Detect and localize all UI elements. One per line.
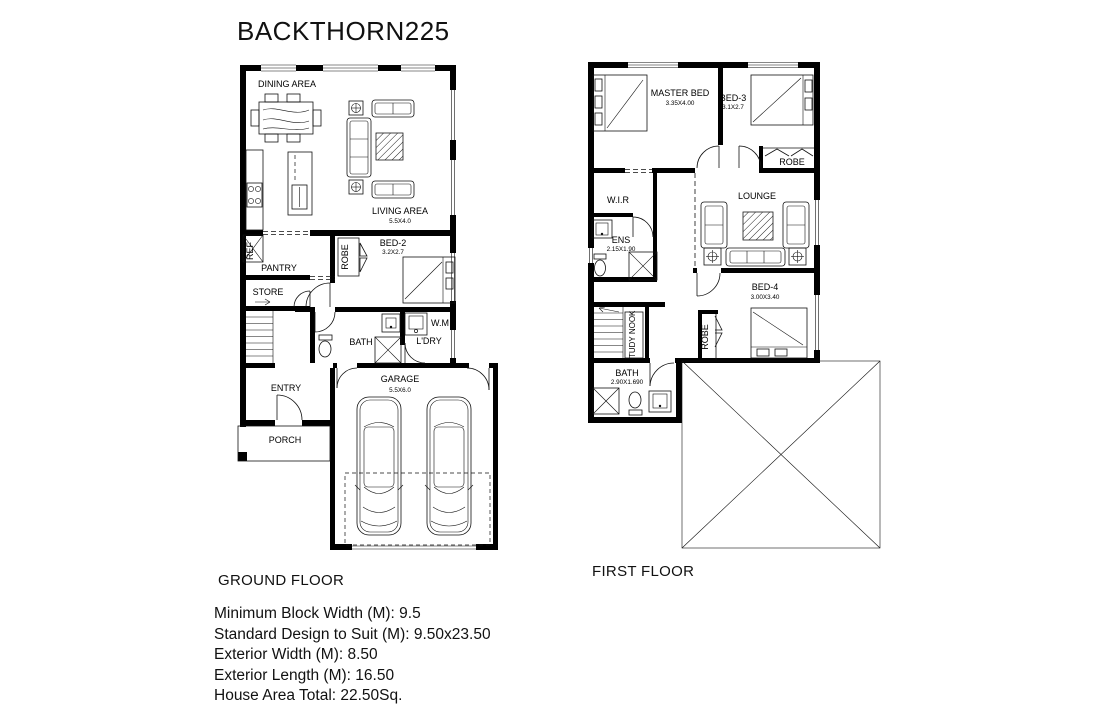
car-right	[425, 397, 473, 535]
room-label-ldry: L'DRY	[416, 336, 442, 346]
spec-line-exterior-length: Exterior Length (M): 16.50	[214, 666, 395, 684]
living-furniture	[347, 100, 414, 198]
room-size-bed3: 3.1X2.7	[722, 104, 744, 111]
room-label-robe-g: ROBE	[340, 244, 350, 270]
label-ref: REF	[245, 242, 255, 260]
room-label-wir: W.I.R	[607, 195, 629, 205]
first-staircase	[594, 307, 623, 358]
bed4-furniture	[751, 308, 807, 358]
spec-line-design-to-suit: Standard Design to Suit (M): 9.50x23.50	[214, 625, 491, 643]
laundry-fixtures	[405, 313, 427, 335]
bath-ff-fixtures	[593, 388, 671, 415]
room-label-lounge: LOUNGE	[737, 191, 777, 201]
robe4-sliding-door	[715, 314, 722, 360]
room-label-bath-ff: BATH	[615, 368, 639, 378]
room-size-garage: 5.5X6.0	[389, 387, 411, 394]
room-size-living-area: 5.5X4.0	[389, 218, 411, 225]
first-floor-plan	[585, 50, 885, 560]
label-wm: W.M	[431, 318, 449, 328]
room-size-bed4: 3.00X3.40	[750, 294, 780, 301]
lounge-furniture	[701, 202, 809, 266]
robe3-sliding-door	[763, 148, 814, 156]
roof-outline	[682, 361, 880, 548]
room-label-bed3: BED-3	[719, 93, 747, 103]
room-label-robe4: ROBE	[700, 324, 710, 350]
room-label-robe3: ROBE	[779, 157, 805, 167]
room-label-porch: PORCH	[268, 435, 302, 445]
room-label-store: STORE	[252, 287, 284, 297]
room-size-bath-ff: 2.90X1.690	[610, 379, 644, 386]
ground-floor-caption: GROUND FLOOR	[218, 572, 345, 589]
dining-table	[251, 94, 321, 142]
bed3-furniture	[751, 75, 813, 125]
car-left	[355, 397, 403, 535]
room-label-master-bed: MASTER BED	[650, 88, 710, 98]
room-size-master-bed: 3.35X4.00	[665, 100, 695, 107]
plan-title: BACKTHORN225	[237, 16, 450, 46]
room-label-bed4: BED-4	[751, 282, 779, 292]
room-label-study-nook: STUDY NOOK	[628, 310, 637, 364]
spec-line-min-block-width: Minimum Block Width (M): 9.5	[214, 605, 421, 622]
room-label-entry: ENTRY	[270, 383, 302, 393]
room-label-dining-area: DINING AREA	[258, 79, 317, 89]
master-bed-furniture	[593, 75, 647, 131]
first-floor-caption: FIRST FLOOR	[592, 563, 695, 580]
room-label-pantry: PANTRY	[261, 263, 297, 273]
spec-line-house-area-total: House Area Total: 22.50Sq.	[214, 687, 403, 705]
room-label-bath-g: BATH	[349, 337, 373, 347]
spec-block	[214, 604, 491, 707]
spec-line-exterior-width: Exterior Width (M): 8.50	[214, 646, 378, 664]
ground-doors	[277, 283, 489, 420]
room-label-bed2: BED-2	[379, 238, 407, 248]
room-label-garage: GARAGE	[380, 374, 420, 384]
room-label-ens: ENS	[611, 235, 631, 245]
ground-floor-plan	[235, 55, 505, 555]
room-size-ens: 2.15X1.90	[606, 246, 636, 253]
room-label-living-area: LIVING AREA	[371, 206, 429, 216]
room-size-bed2: 3.2X2.7	[382, 249, 404, 256]
